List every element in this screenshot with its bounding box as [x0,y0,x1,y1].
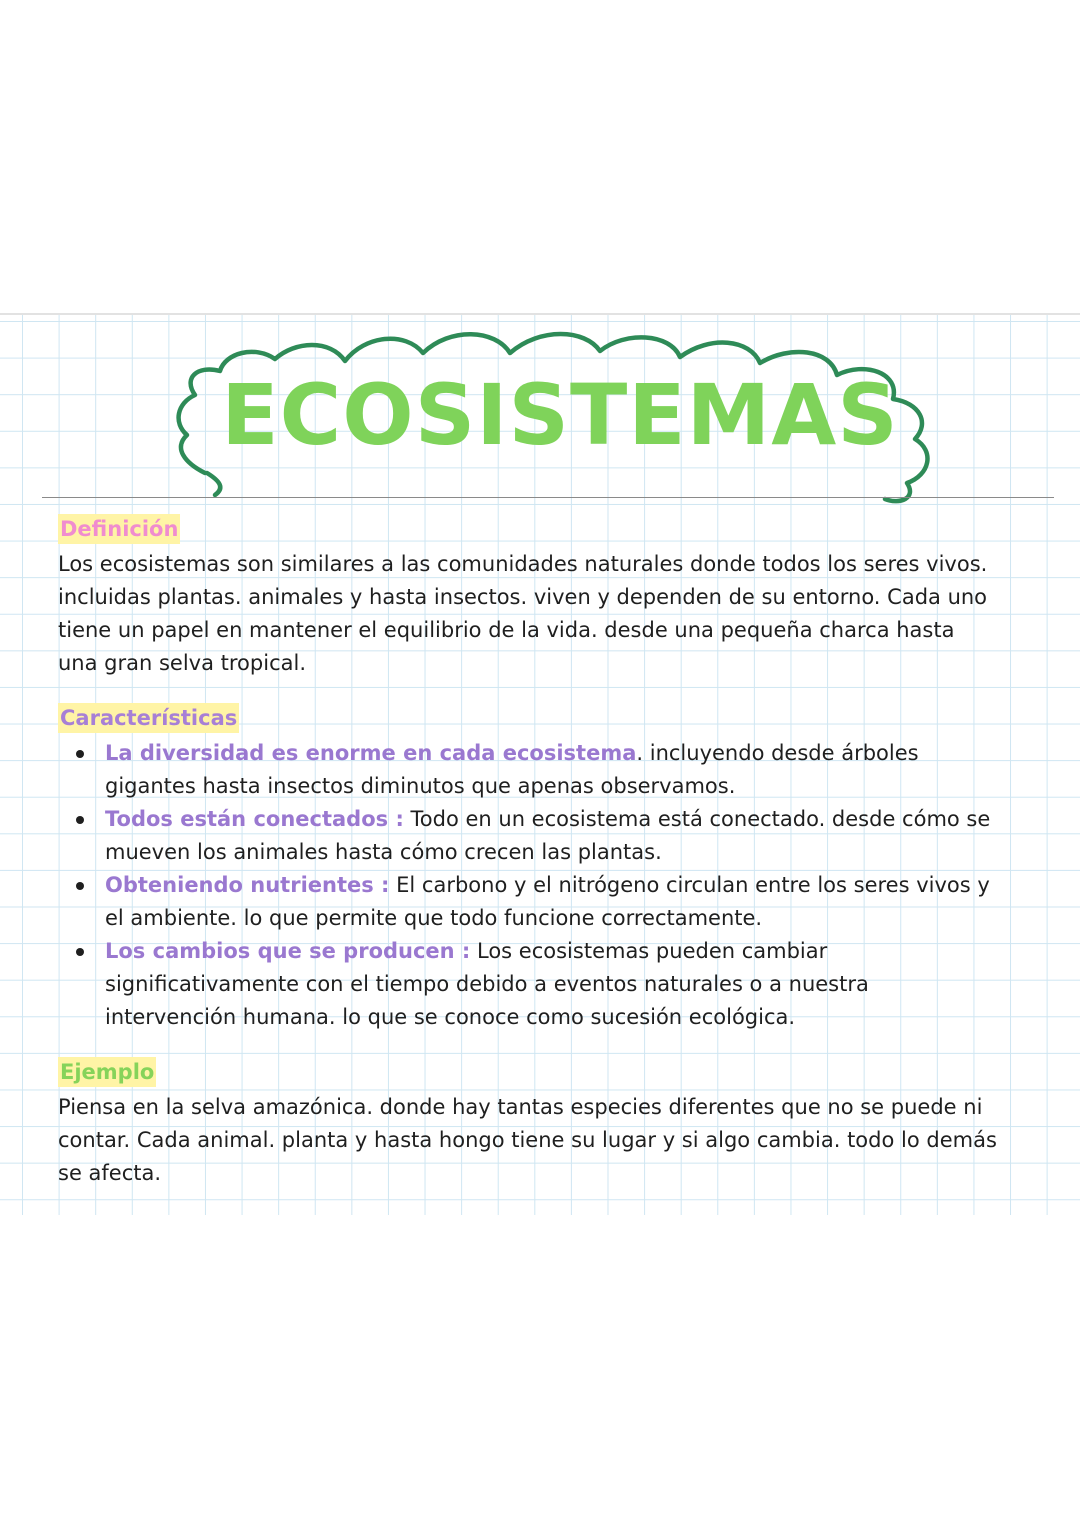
title-banner [165,323,955,508]
list-item [58,935,998,1034]
definition-heading: Definición [58,514,180,544]
title-divider [42,497,1054,498]
example-section [58,1056,998,1190]
definition-text: Los ecosistemas son similares a las comunidades naturales donde todos los seres vivos. incluidas plantas. animales y hasta insectos. viven y dependen de su entorno. Cada uno tiene un papel en mantener el equilibrio de la vida. desde una pequeña charca hasta una gran selva tropical. [58,552,988,675]
page-title: ECOSISTEMAS [221,366,899,464]
characteristics-heading: Características [58,703,239,733]
list-item [58,737,998,803]
item-text: Los ecosistemas pueden cambiar significativamente con el tiempo debido a eventos naturales o a nuestra intervención humana. lo que se conoce como sucesión ecológica. [105,939,869,1029]
item-lead: Obteniendo nutrientes : [105,873,390,897]
example-text: Piensa en la selva amazónica. donde hay tantas especies diferentes que no se puede ni contar. Cada animal. planta y hasta hongo tiene su lugar y si algo cambia. todo lo demás se afecta. [58,1095,997,1185]
item-text: El carbono y el nitrógeno circulan entre los seres vivos y el ambiente. lo que permite que todo funcione correctamente. [105,873,990,930]
item-text: Todo en un ecosistema está conectado. desde cómo se mueven los animales hasta cómo crecen las plantas. [105,807,991,864]
notebook-page [0,313,1080,1215]
characteristics-list [58,737,998,1034]
item-lead: Todos están conectados : [105,807,404,831]
example-heading: Ejemplo [58,1057,156,1087]
item-lead: Los cambios que se producen : [105,939,471,963]
bullet-icon [76,750,84,758]
item-lead: La diversidad es enorme en cada ecosistema [105,741,637,765]
characteristics-section [58,702,998,1034]
list-item [58,803,998,869]
notes-content [58,513,998,1212]
bullet-icon [76,882,84,890]
list-item [58,869,998,935]
bullet-icon [76,816,84,824]
bullet-icon [76,948,84,956]
item-text: . incluyendo desde árboles gigantes hasta insectos diminutos que apenas observamos. [105,741,919,798]
definition-section [58,513,998,680]
